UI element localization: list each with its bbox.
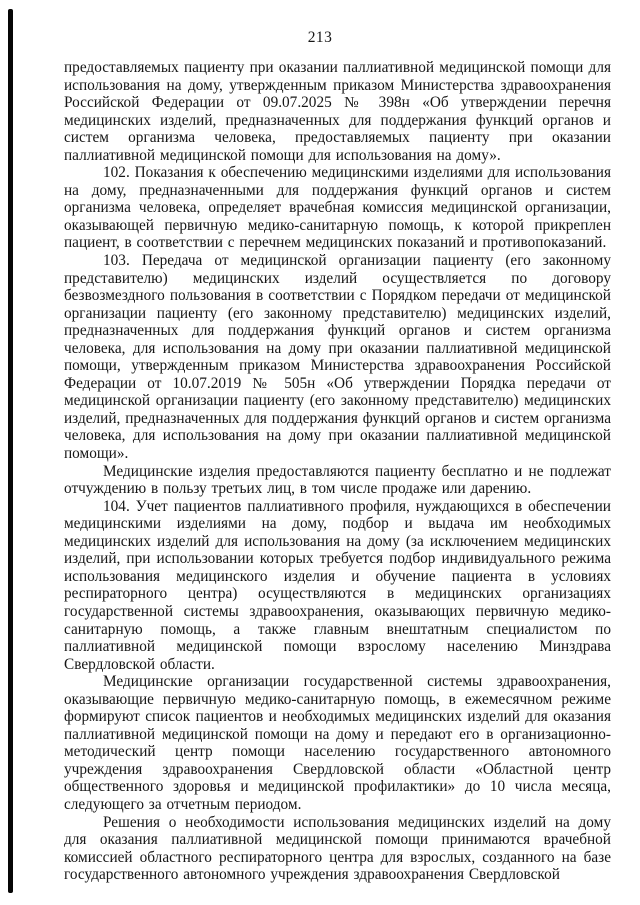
document-text-block — [64, 59, 611, 884]
scan-artifact-line — [8, 9, 13, 893]
paragraph: Медицинские организации государственной системы здравоохранения, оказывающие первичную медико-санитарную помощь, в ежемесячном режиме формируют список пациентов и необходимых медицинских изделий для оказания паллиативной медицинской помощи на дому и передают его в организационно-методический центр помощи населению государственного автономного учреждения здравоохранения Свердловской области «Областной центр общественного здоровья и медицинской профилактики» до 10 числа месяца, следующего за отчетным периодом. — [64, 673, 611, 813]
paragraph: предоставляемых пациенту при оказании паллиативной медицинской помощи для использования на дому, утвержденным приказом Министерства здравоохранения Российской Федерации от 09.07.2025 № 398н «Об утверждении перечня медицинских изделий, предназначенных для поддержания функций органов и систем организма человека, предоставляемых пациенту при оказании паллиативной медицинской помощи для использования на дому». — [64, 59, 611, 164]
paragraph: Решения о необходимости использования медицинских изделий на дому для оказания паллиативной медицинской помощи принимаются врачебной комиссией областного респираторного центра для взрослых, созданного на базе государственного автономного учреждения здравоохранения Свердловской — [64, 813, 611, 884]
paragraph: 102. Показания к обеспечению медицинскими изделиями для использования на дому, предназначенными для поддержания функций органов и систем организма человека, определяет врачебная комиссия медицинской организации, оказывающей первичную медико-санитарную помощь, к которой прикреплен пациент, в соответствии с перечнем медицинских показаний и противопоказаний. — [64, 164, 611, 252]
paragraph: Медицинские изделия предоставляются пациенту бесплатно и не подлежат отчуждению в пользу третьих лиц, в том числе продаже или дарению. — [64, 462, 611, 498]
paragraph: 104. Учет пациентов паллиативного профиля, нуждающихся в обеспечении медицинскими изделиями на дому, подбор и выдача им необходимых медицинских изделий для использования на дому (за исключением медицинских изделий, при использовании которых требуется подбор индивидуального режима использования медицинского изделия и обучение пациента в условиях респираторного центра) осуществляются в медицинских организациях государственной системы здравоохранения, оказывающих первичную медико-санитарную помощь, а также главным внештатным специалистом по паллиативной медицинской помощи взрослому населению Минздрава Свердловской области. — [64, 497, 611, 673]
paragraph: 103. Передача от медицинской организации пациенту (его законному представителю) медицинских изделий осуществляется по договору безвозмездного пользования в соответствии с Порядком передачи от медицинской организации пациенту (его законному представителю) медицинских изделий, предназначенных для поддержания функций органов и систем организма человека, для использования на дому при оказании паллиативной медицинской помощи, утвержденным приказом Министерства здравоохранения Российской Федерации от 10.07.2019 № 505н «Об утверждении Порядка передачи от медицинской организации пациенту (его законному представителю) медицинских изделий, предназначенных для поддержания функций органов и систем организма человека, для использования на дому при оказании паллиативной медицинской помощи». — [64, 252, 611, 463]
page-number: 213 — [307, 29, 333, 46]
